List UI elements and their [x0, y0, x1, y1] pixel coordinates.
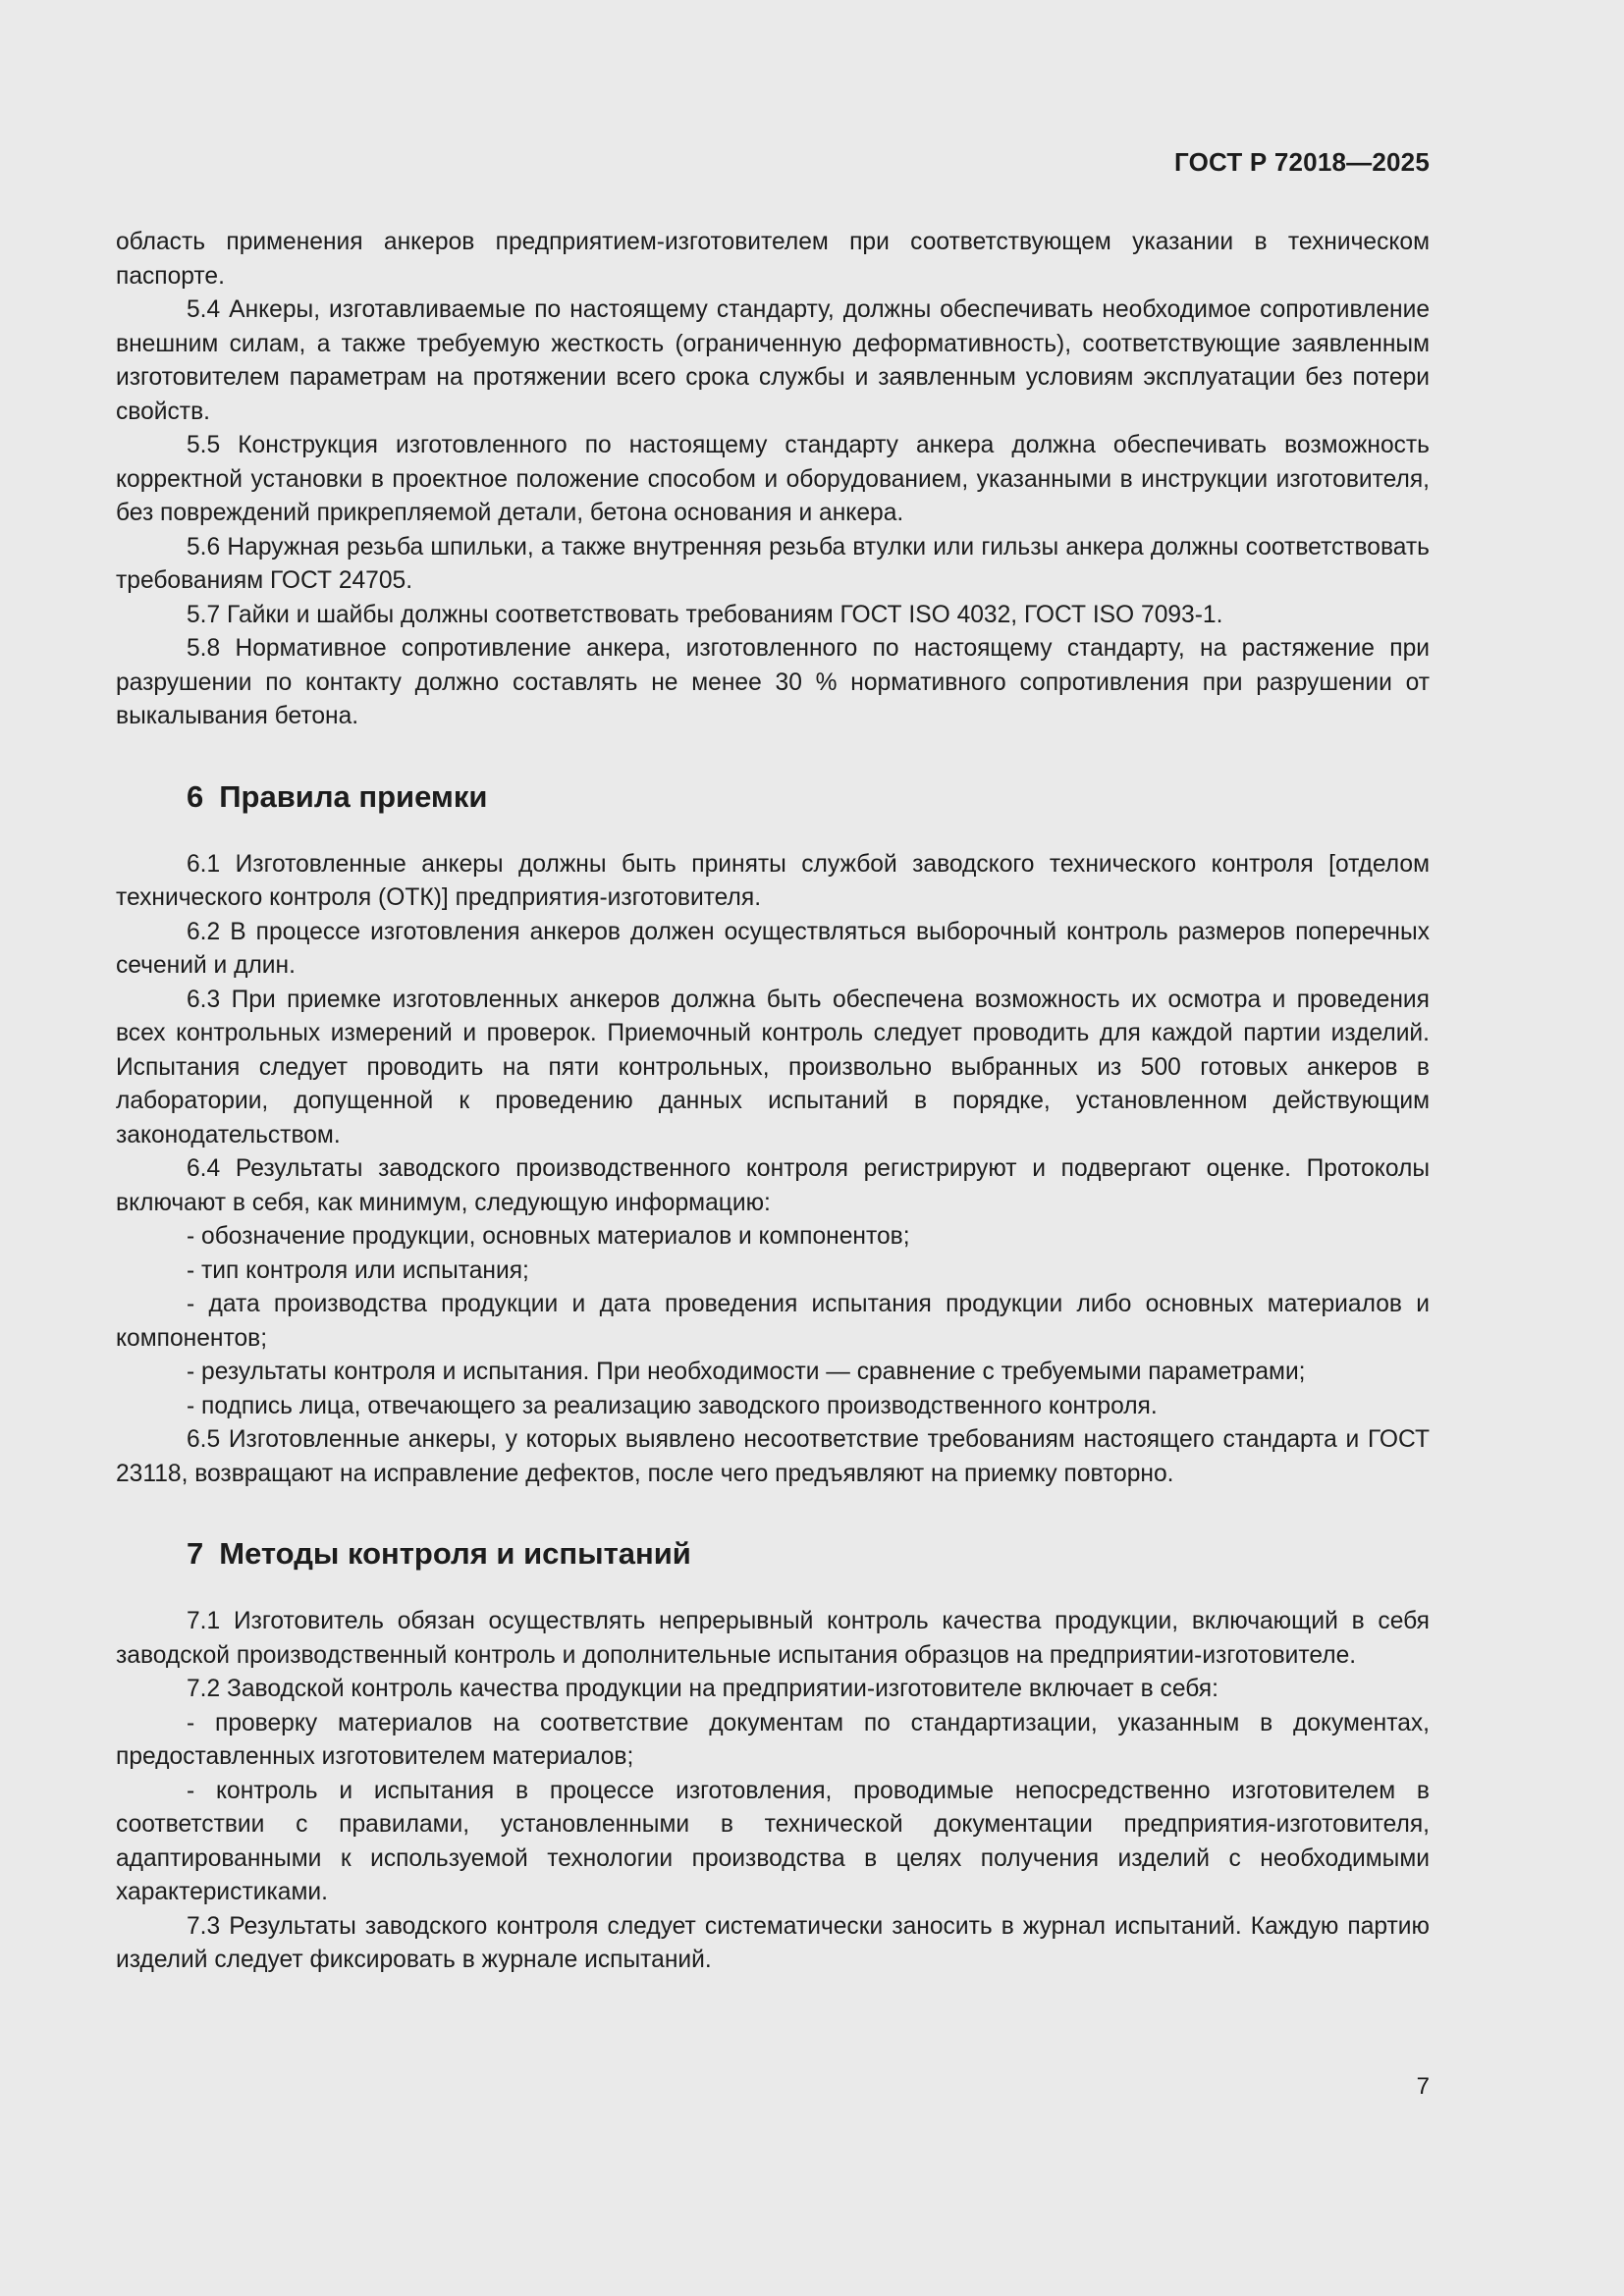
clause-7-3: 7.3 Результаты заводского контроля следует систематически заносить в журнал испытаний. Каждую партию изделий следует фиксировать в журнале испытаний.	[116, 1912, 1430, 1973]
clause-7-2: 7.2 Заводской контроль качества продукции на предприятии-изготовителе включает в себя:	[187, 1676, 1218, 1702]
list-item: - проверку материалов на соответствие документам по стандартизации, указанным в документах, предоставленных изготовителем материалов;	[116, 1709, 1430, 1770]
section-7-number: 7	[187, 1536, 204, 1571]
clause-5-4: 5.4 Анкеры, изготавливаемые по настоящему стандарту, должны обеспечивать необходимое сопротивление внешним силам, а также требуемую жесткость (ограниченную деформативность), соответствующие заявленным изготовителем параметрам на протяжении всего срока службы и заявленным условиям эксплуатации без потери свойств.	[116, 296, 1430, 425]
clause-7-1: 7.1 Изготовитель обязан осуществлять непрерывный контроль качества продукции, включающий в себя заводской производственный контроль и дополнительные испытания образцов на предприятии-изготовителе.	[116, 1608, 1430, 1669]
section-6-title: Правила приемки	[219, 778, 488, 814]
section-7-heading	[187, 1534, 1430, 1574]
clause-6-1: 6.1 Изготовленные анкеры должны быть приняты службой заводского технического контроля [отделом технического контроля (ОТК)] предприятия-изготовителя.	[116, 850, 1430, 911]
document-designation: ГОСТ Р 72018—2025	[1174, 147, 1430, 177]
page-content	[116, 226, 1430, 1978]
clause-5-7: 5.7 Гайки и шайбы должны соответствовать требованиям ГОСТ ISO 4032, ГОСТ ISO 7093-1.	[187, 601, 1223, 628]
page-number: 7	[1416, 2073, 1430, 2100]
section-7-title: Методы контроля и испытаний	[219, 1536, 691, 1571]
list-item: - обозначение продукции, основных материалов и компонентов;	[187, 1223, 910, 1250]
continued-paragraph: область применения анкеров предприятием-изготовителем при соответствующем указании в техническом паспорте.	[116, 229, 1430, 290]
clause-5-6: 5.6 Наружная резьба шпильки, а также внутренняя резьба втулки или гильзы анкера должны соответствовать требованиям ГОСТ 24705.	[116, 533, 1430, 594]
list-item: - контроль и испытания в процессе изготовления, проводимые непосредственно изготовителем в соответствии с правилами, установленными в технической документации предприятия-изготовителя, адаптированными к используемой технологии производства в целях получения изделий с необходимыми характеристиками.	[116, 1777, 1430, 1905]
section-6-number: 6	[187, 778, 204, 814]
list-item: - подпись лица, отвечающего за реализацию заводского производственного контроля.	[187, 1392, 1158, 1419]
clause-6-3: 6.3 При приемке изготовленных анкеров должна быть обеспечена возможность их осмотра и проведения всех контрольных измерений и проверок. Приемочный контроль следует проводить для каждой партии изделий. Испытания следует проводить на пяти контрольных, произвольно выбранных из 500 готовых анкеров в лаборатории, допущенной к проведению данных испытаний в порядке, установленном действующим законодательством.	[116, 986, 1430, 1148]
clause-5-5: 5.5 Конструкция изготовленного по настоящему стандарту анкера должна обеспечивать возможность корректной установки в проектное положение способом и оборудованием, указанными в инструкции изготовителя, без повреждений прикрепляемой детали, бетона основания и анкера.	[116, 432, 1430, 526]
clause-5-8: 5.8 Нормативное сопротивление анкера, изготовленного по настоящему стандарту, на растяжение при разрушении по контакту должно составлять не менее 30 % нормативного сопротивления при разрушении от выкалывания бетона.	[116, 635, 1430, 729]
list-item: - дата производства продукции и дата проведения испытания продукции либо основных материалов и компонентов;	[116, 1291, 1430, 1352]
clause-6-5: 6.5 Изготовленные анкеры, у которых выявлено несоответствие требованиям настоящего стандарта и ГОСТ 23118, возвращают на исправление дефектов, после чего предъявляют на приемку повторно.	[116, 1426, 1430, 1487]
clause-6-4: 6.4 Результаты заводского производственного контроля регистрируют и подвергают оценке. Протоколы включают в себя, как минимум, следующую информацию:	[116, 1155, 1430, 1216]
section-6-heading	[187, 777, 1430, 817]
clause-6-2: 6.2 В процессе изготовления анкеров должен осуществляться выборочный контроль размеров поперечных сечений и длин.	[116, 918, 1430, 979]
list-item: - результаты контроля и испытания. При необходимости — сравнение с требуемыми параметрами;	[187, 1359, 1306, 1385]
list-item: - тип контроля или испытания;	[187, 1256, 529, 1284]
